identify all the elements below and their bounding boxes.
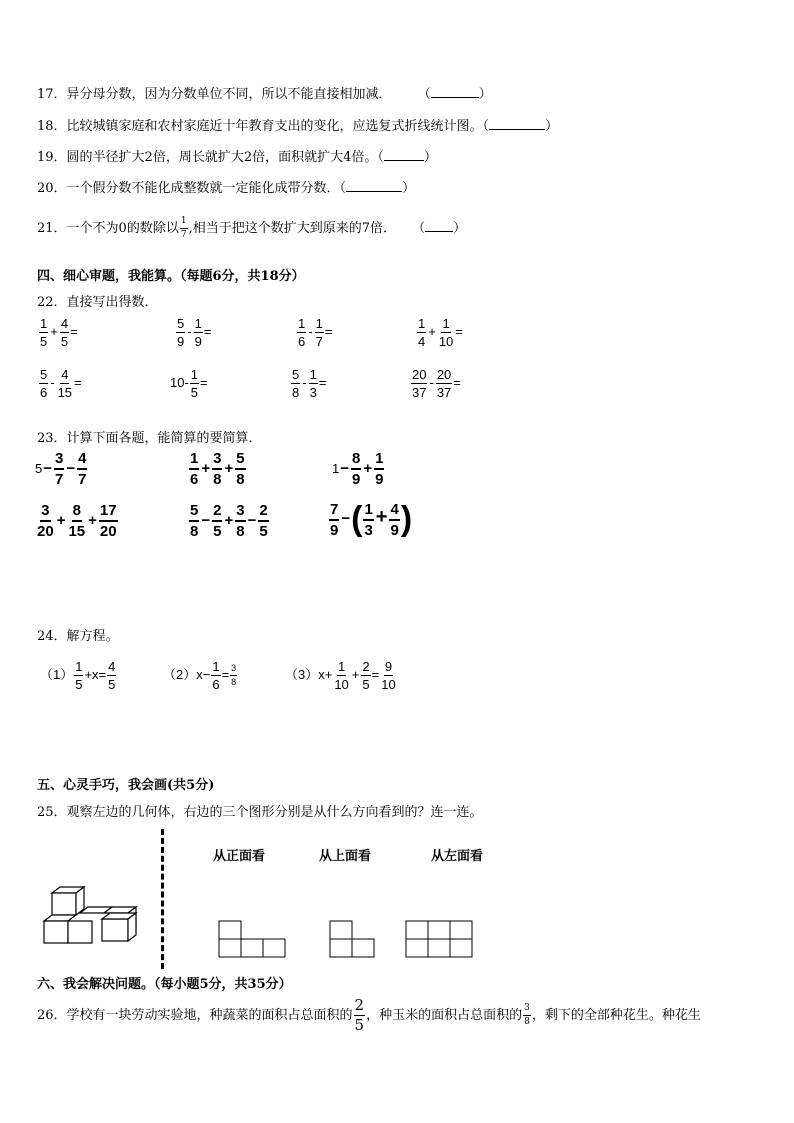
- calc-item-1: $\frac{1}{5}$ + $\frac{4}{5}$ =: [40, 316, 78, 349]
- calc-item-6: 10- $\frac{1}{5}$ =: [170, 367, 208, 400]
- calc-item-8: $\frac{20}{37}$ - $\frac{20}{37}$ =: [412, 367, 461, 400]
- question-26: 26．学校有一块劳动实验地，种蔬菜的面积占总面积的 $\frac{2}{5}$ ，种玉米的面积占总面积的 $\frac{3}{8}$ ，剩下的全部种花生。种花生: [37, 996, 701, 1034]
- simplify-expr-6: $\frac{7}{9}$ −( $\frac{1}{3}$ + $\frac{4}{9}$ ): [330, 500, 413, 539]
- question-20: [37, 177, 415, 196]
- answer-bracket-open: （: [412, 221, 426, 236]
- question-21-post: ,相当于把这个数扩大到原来的7倍．: [188, 221, 396, 236]
- answer-blank-21[interactable]: [425, 219, 453, 232]
- view-label-front: 从正面看: [213, 849, 266, 864]
- view-figure-1: [218, 920, 290, 960]
- simplify-expr-2: $\frac{1}{6}$ + $\frac{3}{8}$ + $\frac{5}{8}$: [190, 450, 245, 488]
- question-22-title: 22．直接写出得数．: [37, 295, 158, 310]
- question-19: [37, 146, 437, 165]
- section-5-heading: 五、心灵手巧，我会画(共5分): [37, 778, 215, 793]
- simplify-expr-4: $\frac{3}{20}$ + $\frac{8}{15}$ + $\frac{17}{20}$: [37, 502, 117, 540]
- equation-2: （2）x− $\frac{1}{6}$ = $\frac{3}{8}$: [163, 659, 237, 692]
- simplify-expr-1: 5− $\frac{3}{7}$ − $\frac{4}{7}$: [35, 450, 87, 488]
- answer-bracket-close: ）: [478, 87, 492, 102]
- dashed-divider: [161, 829, 164, 969]
- question-19-text: 19．圆的半径扩大2倍，周长就扩大2倍，面积就扩大4倍。: [37, 150, 378, 165]
- answer-bracket-open: （: [377, 150, 384, 165]
- simplify-expr-5: $\frac{5}{8}$ − $\frac{2}{5}$ + $\frac{3}{8}$ − $\frac{2}{5}$: [190, 502, 268, 540]
- section-6-heading: 六、我会解决问题。（每小题5分，共35分）: [37, 977, 292, 992]
- view-label-top: 从上面看: [319, 849, 372, 864]
- view-figure-3: [405, 920, 477, 960]
- section-4-heading: 四、细心审题，我能算。（每题6分，共18分）: [37, 269, 305, 284]
- question-23-title: 23．计算下面各题，能简算的要简算．: [37, 431, 262, 446]
- question-17-text: 17．异分母分数，因为分数单位不同，所以不能直接相加减．: [37, 87, 392, 102]
- answer-blank-18[interactable]: [489, 117, 545, 130]
- cube-solid-figure: [40, 885, 142, 945]
- answer-bracket-close: ）: [402, 181, 416, 196]
- answer-blank-17[interactable]: [431, 85, 479, 98]
- equation-1: （1） $\frac{1}{5}$ +x= $\frac{4}{5}$: [40, 659, 116, 692]
- question-26-pre: 26．学校有一块劳动实验地，种蔬菜的面积占总面积的: [37, 1008, 353, 1023]
- answer-bracket-close: ）: [545, 119, 559, 134]
- question-26-mid: ，种玉米的面积占总面积的: [366, 1008, 523, 1023]
- question-20-text: 20．一个假分数不能化成整数就一定能化成带分数．: [37, 181, 340, 196]
- view-figure-2: [329, 920, 379, 960]
- question-24-title: 24．解方程。: [37, 629, 119, 644]
- question-17: [37, 83, 492, 102]
- answer-bracket-open: （: [339, 181, 347, 196]
- answer-blank-20[interactable]: [346, 179, 402, 192]
- fraction: $\frac{1}{7}$: [180, 216, 187, 240]
- equation-3: （3）x+ $\frac{1}{10}$ + $\frac{2}{5}$ = $\frac{9}{10}$: [285, 659, 396, 692]
- question-18-text: 18．比较城镇家庭和农村家庭近十年教育支出的变化，应选复式折线统计图。: [37, 119, 483, 134]
- answer-bracket-close: ）: [453, 221, 467, 236]
- calc-item-3: $\frac{1}{6}$ - $\frac{1}{7}$ =: [298, 316, 333, 349]
- calc-item-5: $\frac{5}{6}$ - $\frac{4}{15}$ =: [40, 367, 82, 400]
- question-26-post: ，剩下的全部种花生。种花生: [531, 1008, 701, 1023]
- simplify-expr-3: 1− $\frac{8}{9}$ + $\frac{1}{9}$: [332, 450, 384, 488]
- view-label-left: 从左面看: [431, 849, 484, 864]
- answer-blank-19[interactable]: [384, 148, 424, 161]
- answer-bracket-close: ）: [423, 150, 437, 165]
- calc-item-4: $\frac{1}{4}$ + $\frac{1}{10}$ =: [418, 316, 463, 349]
- question-18: [37, 115, 558, 134]
- answer-bracket-open: （: [417, 87, 431, 102]
- answer-bracket-open: （: [482, 119, 490, 134]
- calc-item-7: $\frac{5}{8}$ - $\frac{1}{3}$ =: [292, 367, 327, 400]
- question-21-pre: 21．一个不为0的数除以: [37, 221, 179, 236]
- question-25-title: 25．观察左边的几何体，右边的三个图形分别是从什么方向看到的？连一连。: [37, 805, 483, 820]
- question-21: [37, 217, 466, 240]
- calc-item-2: $\frac{5}{9}$ - $\frac{1}{9}$ =: [177, 316, 212, 349]
